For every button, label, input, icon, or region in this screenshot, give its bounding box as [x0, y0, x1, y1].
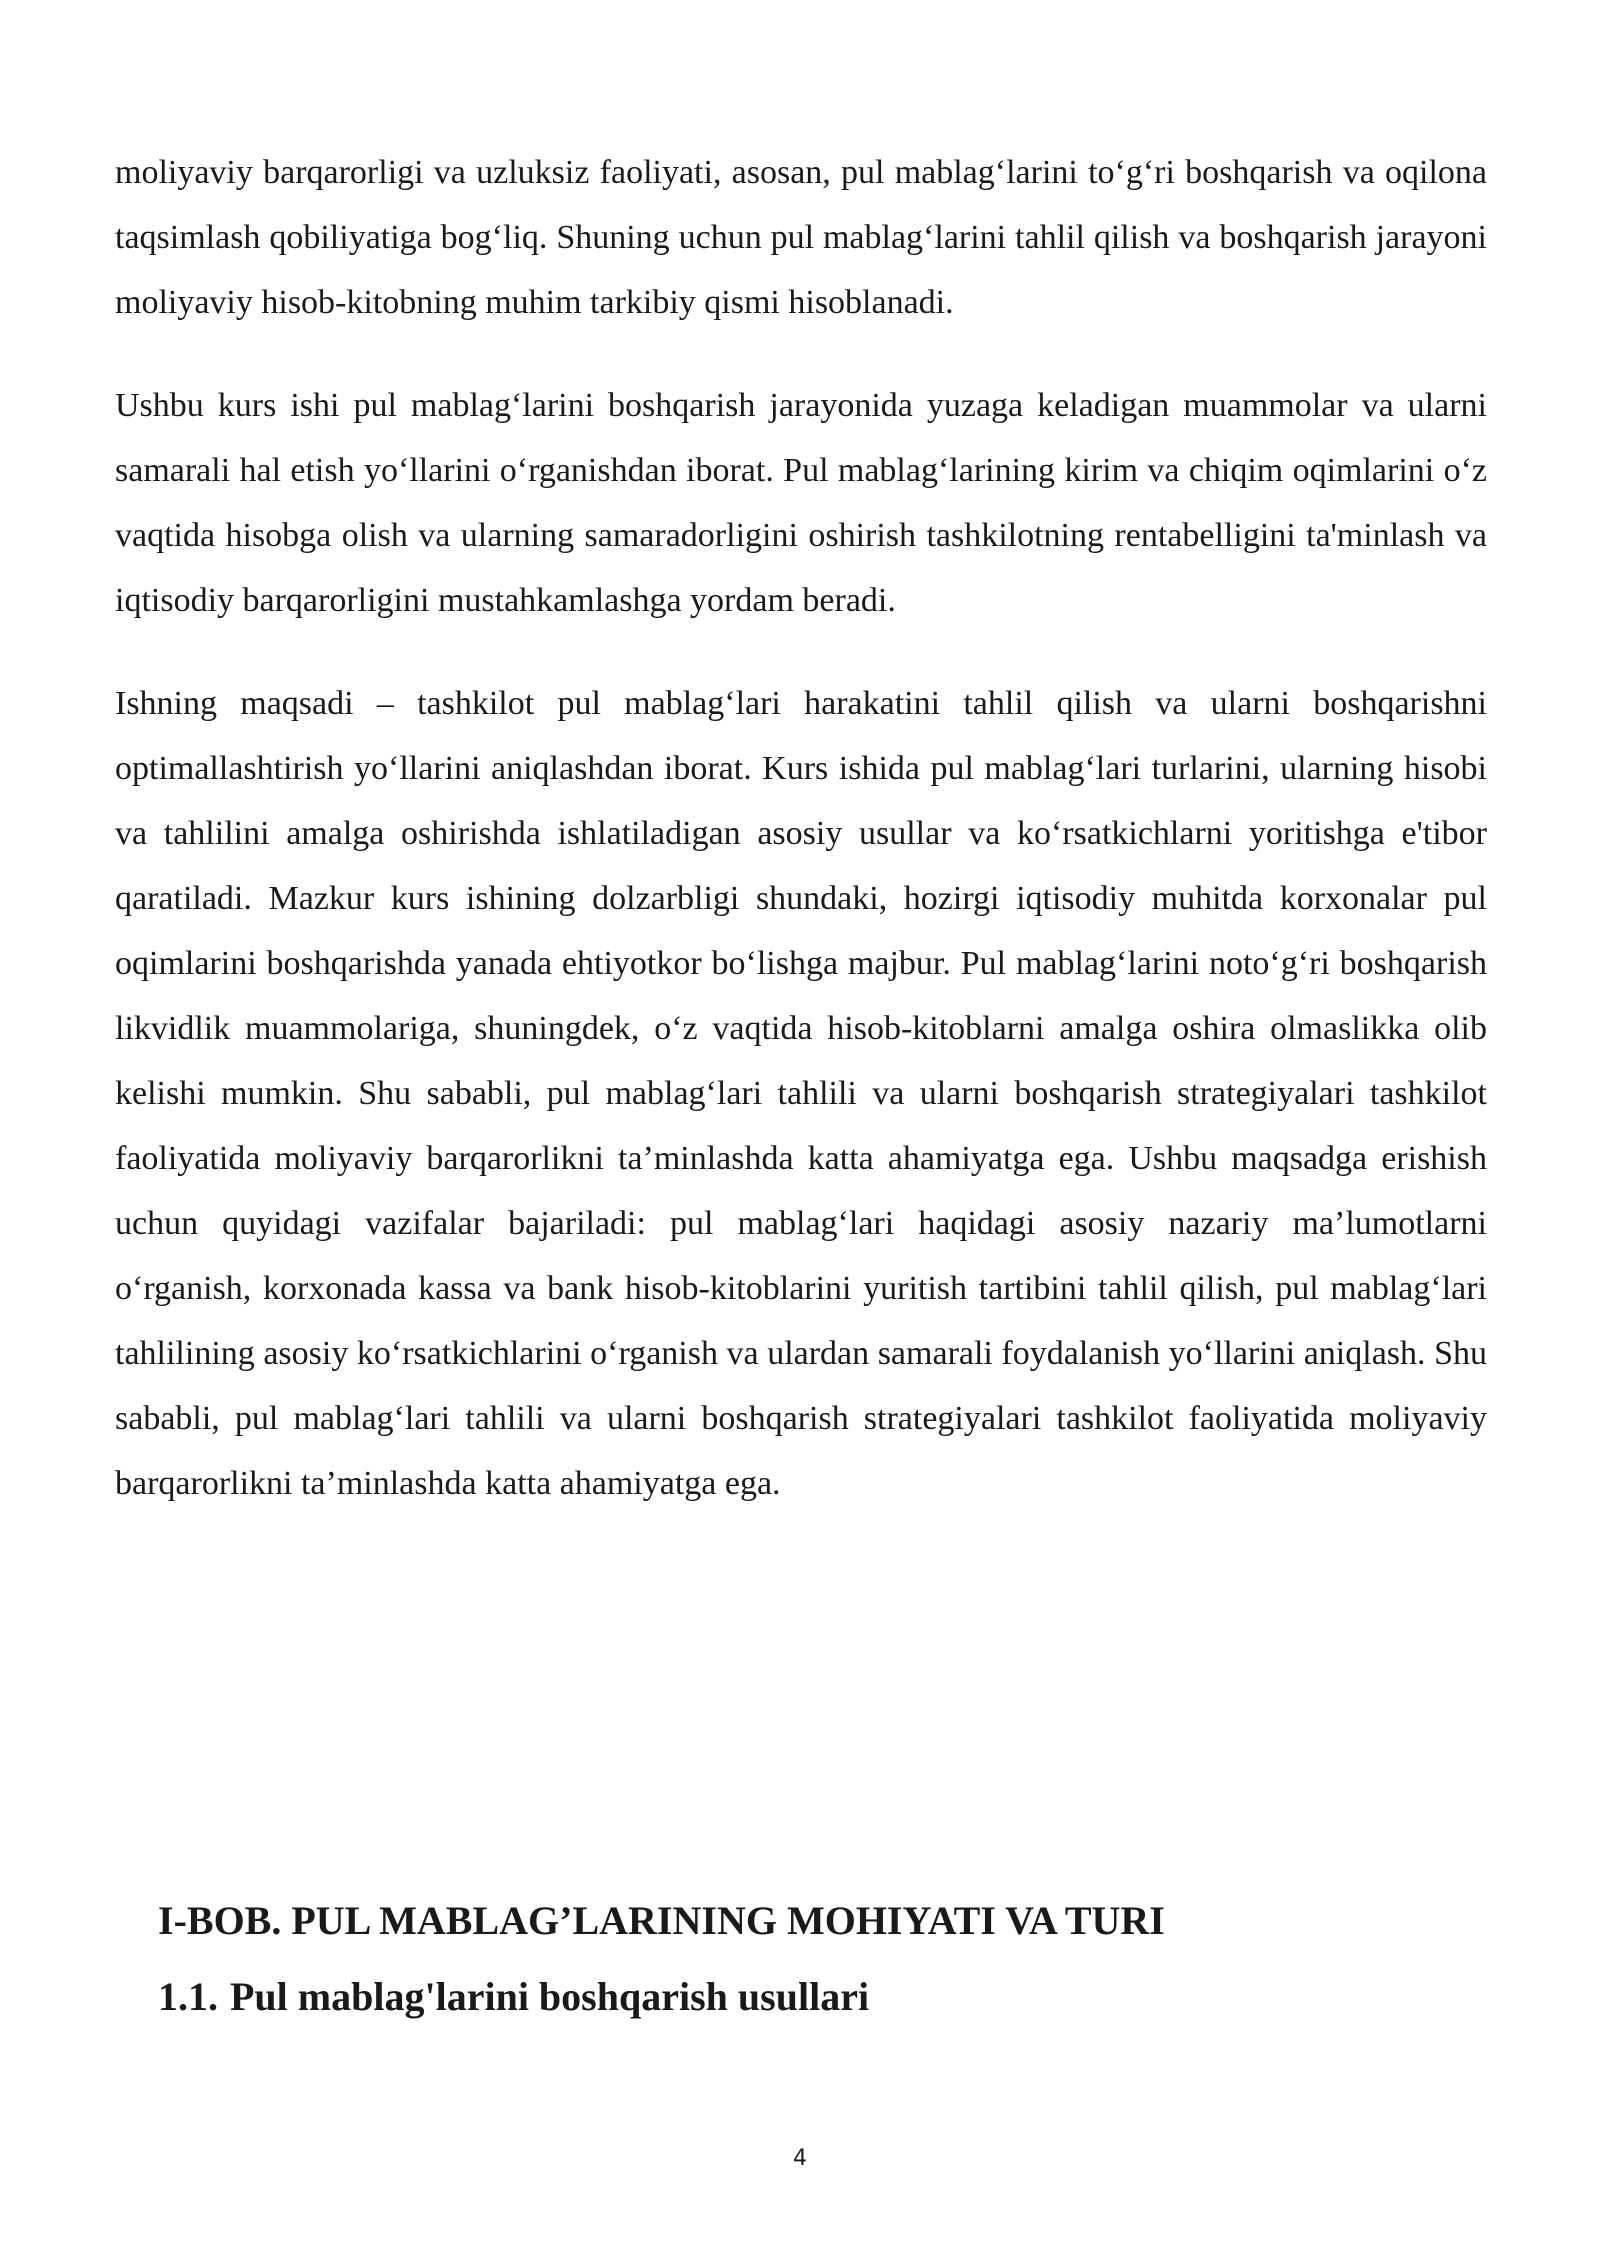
section-number: 1.1. — [158, 1974, 218, 2019]
paragraph-3: Ishning maqsadi – tashkilot pul mablag‘lari harakatini tahlil qilish va ularni boshqarishni optimallashtirish yo‘llarini aniqlashdan iborat. Kurs ishida pul mablag‘lari turlarini, ularning hisobi va tahlilini amalga oshirishda ishlatiladigan asosiy usullar va ko‘rsatkichlarni yoritishga e'tibor qaratiladi. Mazkur kurs ishining dolzarbligi shundaki, hozirgi iqtisodiy muhitda korxonalar pul oqimlarini boshqarishda yanada ehtiyotkor bo‘lishga majbur. Pul mablag‘larini noto‘g‘ri boshqarish likvidlik muammolariga, shuningdek, o‘z vaqtida hisob-kitoblarni amalga oshira olmaslikka olib kelishi mumkin. Shu sababli, pul mablag‘lari tahlili va ularni boshqarish strategiyalari tashkilot faoliyatida moliyaviy barqarorlikni ta’minlashda katta ahamiyatga ega. Ushbu maqsadga erishish uchun quyidagi vazifalar bajariladi: pul mablag‘lari haqidagi asosiy nazariy ma’lumotlarni o‘rganish, korxonada kassa va bank hisob-kitoblarini yuritish tartibini tahlil qilish, pul mablag‘lari tahlilining asosiy ko‘rsatkichlarini o‘rganish va ulardan samarali foydalanish yo‘llarini aniqlash. Shu sababli, pul mablag‘lari tahlili va ularni boshqarish strategiyalari tashkilot faoliyatida moliyaviy barqarorlikni ta’minlashda katta ahamiyatga ega. — [115, 685, 1487, 1502]
paragraph-2: Ushbu kurs ishi pul mablag‘larini boshqarish jarayonida yuzaga keladigan muammolar va ularni samarali hal etish yo‘llarini o‘rganishdan iborat. Pul mablag‘larining kirim va chiqim oqimlarini o‘z vaqtida hisobga olish va ularning samaradorligini oshirish tashkilotning rentabelligini ta'minlash va iqtisodiy barqarorligini mustahkamlashga yordam beradi. — [115, 387, 1487, 619]
paragraph-1: moliyaviy barqarorligi va uzluksiz faoliyati, asosan, pul mablag‘larini to‘g‘ri boshqarish va oqilona taqsimlash qobiliyatiga bog‘liq. Shuning uchun pul mablag‘larini tahlil qilish va boshqarish jarayoni moliyaviy hisob-kitobning muhim tarkibiy qismi hisoblanadi. — [115, 154, 1487, 321]
section-title: Pul mablag'larini boshqarish usullari — [230, 1974, 870, 2019]
page-number: 4 — [793, 2146, 807, 2171]
section-heading — [158, 1959, 1458, 2035]
chapter-title: I-BOB. PUL MABLAG’LARINING MOHIYATI VA TURI — [158, 1898, 1165, 1943]
body-text — [115, 140, 1487, 1554]
chapter-headings — [158, 1883, 1458, 2035]
